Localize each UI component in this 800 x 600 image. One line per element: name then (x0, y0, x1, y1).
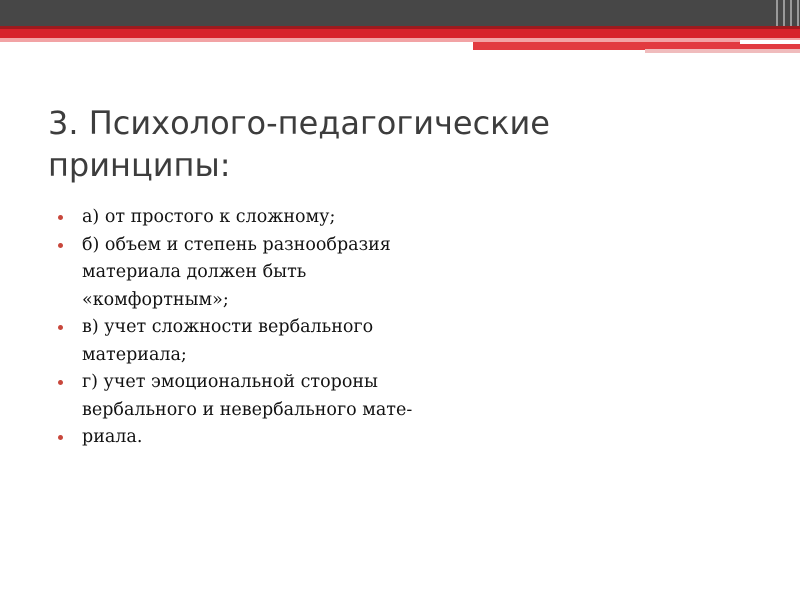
bullet-item (58, 424, 418, 452)
bullet-dot-icon (58, 380, 63, 385)
bullet-dot-icon (58, 215, 63, 220)
grip-lines-icon (776, 0, 800, 26)
slide-title: 3. Психолого-педагогические принципы: (48, 104, 550, 184)
bullet-text: риала. (82, 427, 143, 447)
bullet-text: б) объем и степень разнообразия материала должен быть «комфортным»; (82, 234, 391, 310)
top-bar (0, 0, 800, 26)
bullet-list (58, 204, 418, 452)
white-accent-strip (740, 40, 800, 44)
bullet-text: г) учет эмоциональной стороны вербального и невербального мате- (82, 372, 413, 420)
bullet-item (58, 232, 418, 315)
bullet-text: а) от простого к сложному; (82, 207, 336, 227)
bullet-dot-icon (58, 243, 63, 248)
bullet-item (58, 369, 418, 424)
bullet-dot-icon (58, 325, 63, 330)
red-decor-band-dark (0, 26, 800, 29)
bullet-item (58, 204, 418, 232)
pink-accent-strip (645, 49, 800, 53)
bullet-item (58, 314, 418, 369)
bullet-dot-icon (58, 435, 63, 440)
bullet-text: в) учет сложности вербального материала; (82, 317, 374, 365)
